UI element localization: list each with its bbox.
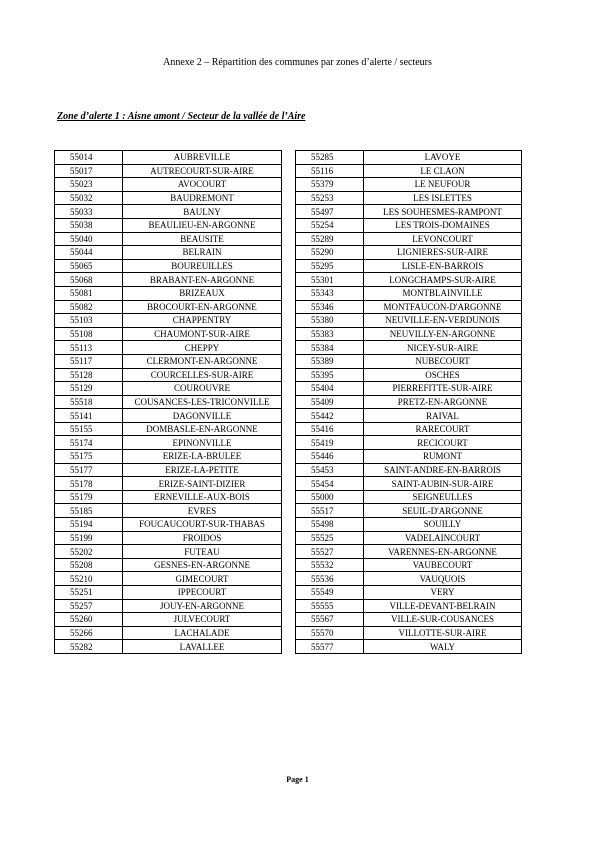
commune-name: VILLE-SUR-COUSANCES — [364, 613, 522, 627]
table-row — [55, 599, 282, 613]
commune-code: 55155 — [55, 422, 123, 436]
table-row — [55, 232, 282, 246]
commune-code: 55023 — [55, 178, 123, 192]
commune-name: BRABANT-EN-ARGONNE — [123, 273, 282, 287]
commune-code: 55040 — [55, 232, 123, 246]
commune-name: VAUQUOIS — [364, 572, 522, 586]
commune-name: VILLE-DEVANT-BELRAIN — [364, 599, 522, 613]
table-row — [55, 545, 282, 559]
commune-code: 55175 — [55, 450, 123, 464]
commune-code: 55113 — [55, 341, 123, 355]
table-row — [55, 409, 282, 423]
commune-code: 55014 — [55, 151, 123, 165]
table-row — [296, 586, 522, 600]
table-row — [296, 599, 522, 613]
commune-code: 55518 — [55, 395, 123, 409]
commune-name: WALY — [364, 640, 522, 654]
table-row — [296, 572, 522, 586]
commune-code: 55555 — [296, 599, 364, 613]
table-row — [55, 354, 282, 368]
commune-code: 55266 — [55, 626, 123, 640]
commune-name: LE NEUFOUR — [364, 178, 522, 192]
commune-code: 55141 — [55, 409, 123, 423]
table-row — [55, 341, 282, 355]
table-row — [55, 273, 282, 287]
commune-name: BOUREUILLES — [123, 259, 282, 273]
commune-code: 55379 — [296, 178, 364, 192]
table-row — [296, 436, 522, 450]
commune-code: 55285 — [296, 151, 364, 165]
commune-code: 55017 — [55, 164, 123, 178]
table-row — [55, 314, 282, 328]
table-row — [55, 613, 282, 627]
commune-code: 55260 — [55, 613, 123, 627]
table-row — [55, 477, 282, 491]
commune-name: DOMBASLE-EN-ARGONNE — [123, 422, 282, 436]
commune-code: 55185 — [55, 504, 123, 518]
commune-code: 55103 — [55, 314, 123, 328]
commune-name: LACHALADE — [123, 626, 282, 640]
table-row — [55, 191, 282, 205]
commune-name: EPINONVILLE — [123, 436, 282, 450]
commune-name: RUMONT — [364, 450, 522, 464]
table-row — [296, 286, 522, 300]
commune-name: PIERREFITTE-SUR-AIRE — [364, 382, 522, 396]
commune-code: 55446 — [296, 450, 364, 464]
table-row — [296, 151, 522, 165]
table-row — [55, 327, 282, 341]
commune-name: VARENNES-EN-ARGONNE — [364, 545, 522, 559]
commune-name: MONTBLAINVILLE — [364, 286, 522, 300]
commune-name: BEAULIEU-EN-ARGONNE — [123, 218, 282, 232]
commune-name: ERIZE-LA-BRULEE — [123, 450, 282, 464]
commune-name: SAINT-ANDRE-EN-BARROIS — [364, 463, 522, 477]
commune-name: IPPECOURT — [123, 586, 282, 600]
commune-code: 55384 — [296, 341, 364, 355]
table-row — [296, 164, 522, 178]
commune-name: EVRES — [123, 504, 282, 518]
table-row — [296, 382, 522, 396]
table-row — [296, 246, 522, 260]
commune-name: SEIGNEULLES — [364, 490, 522, 504]
commune-code: 55251 — [55, 586, 123, 600]
table-row — [55, 463, 282, 477]
table-row — [296, 531, 522, 545]
commune-name: LES SOUHESMES-RAMPONT — [364, 205, 522, 219]
commune-code: 55453 — [296, 463, 364, 477]
commune-name: LES ISLETTES — [364, 191, 522, 205]
commune-name: RECICOURT — [364, 436, 522, 450]
communes-table-left — [54, 150, 282, 654]
commune-name: BAUDREMONT — [123, 191, 282, 205]
table-row — [296, 232, 522, 246]
commune-name: BRIZEAUX — [123, 286, 282, 300]
commune-name: CHAPPENTRY — [123, 314, 282, 328]
table-row — [55, 178, 282, 192]
commune-name: BROCOURT-EN-ARGONNE — [123, 300, 282, 314]
table-row — [55, 504, 282, 518]
commune-code: 55257 — [55, 599, 123, 613]
commune-code: 55527 — [296, 545, 364, 559]
commune-code: 55419 — [296, 436, 364, 450]
commune-code: 55000 — [296, 490, 364, 504]
commune-name: NEUVILLY-EN-ARGONNE — [364, 327, 522, 341]
commune-name: LAVALLEE — [123, 640, 282, 654]
table-row — [296, 354, 522, 368]
commune-code: 55442 — [296, 409, 364, 423]
table-row — [296, 218, 522, 232]
commune-name: VADELAINCOURT — [364, 531, 522, 545]
commune-code: 55282 — [55, 640, 123, 654]
commune-name: JOUY-EN-ARGONNE — [123, 599, 282, 613]
commune-code: 55454 — [296, 477, 364, 491]
commune-name: BEAUSITE — [123, 232, 282, 246]
zone-heading: Zone d’alerte 1 : Aisne amont / Secteur de la vallée de l’Aire — [57, 111, 306, 122]
commune-code: 55409 — [296, 395, 364, 409]
commune-name: FUTEAU — [123, 545, 282, 559]
commune-code: 55254 — [296, 218, 364, 232]
table-row — [55, 246, 282, 260]
commune-code: 55117 — [55, 354, 123, 368]
commune-code: 55290 — [296, 246, 364, 260]
commune-name: VAUBECOURT — [364, 558, 522, 572]
table-row — [55, 626, 282, 640]
commune-name: MONTFAUCON-D'ARGONNE — [364, 300, 522, 314]
table-row — [55, 395, 282, 409]
commune-code: 55199 — [55, 531, 123, 545]
commune-code: 55082 — [55, 300, 123, 314]
commune-code: 55295 — [296, 259, 364, 273]
commune-code: 55536 — [296, 572, 364, 586]
table-row — [296, 626, 522, 640]
table-row — [55, 205, 282, 219]
commune-name: JULVECOURT — [123, 613, 282, 627]
commune-code: 55194 — [55, 518, 123, 532]
table-row — [55, 640, 282, 654]
table-row — [55, 422, 282, 436]
page-number: Page 1 — [286, 775, 309, 784]
table-row — [296, 463, 522, 477]
commune-code: 55343 — [296, 286, 364, 300]
commune-code: 55208 — [55, 558, 123, 572]
table-row — [55, 436, 282, 450]
commune-name: BELRAIN — [123, 246, 282, 260]
commune-name: ERIZE-LA-PETITE — [123, 463, 282, 477]
commune-code: 55065 — [55, 259, 123, 273]
table-row — [55, 572, 282, 586]
table-row — [55, 286, 282, 300]
table-row — [296, 504, 522, 518]
commune-name: LISLE-EN-BARROIS — [364, 259, 522, 273]
commune-code: 55081 — [55, 286, 123, 300]
table-row — [55, 218, 282, 232]
table-row — [296, 368, 522, 382]
table-row — [55, 164, 282, 178]
table-row — [296, 613, 522, 627]
commune-code: 55346 — [296, 300, 364, 314]
commune-code: 55038 — [55, 218, 123, 232]
commune-code: 55416 — [296, 422, 364, 436]
table-row — [296, 327, 522, 341]
commune-name: LIGNIERES-SUR-AIRE — [364, 246, 522, 260]
table-row — [296, 178, 522, 192]
table-row — [296, 191, 522, 205]
table-row — [296, 341, 522, 355]
commune-code: 55174 — [55, 436, 123, 450]
commune-code: 55577 — [296, 640, 364, 654]
commune-code: 55525 — [296, 531, 364, 545]
commune-name: COUROUVRE — [123, 382, 282, 396]
commune-name: RAIVAL — [364, 409, 522, 423]
commune-code: 55108 — [55, 327, 123, 341]
commune-code: 55404 — [296, 382, 364, 396]
commune-name: GESNES-EN-ARGONNE — [123, 558, 282, 572]
commune-name: AUBREVILLE — [123, 151, 282, 165]
table-row — [296, 205, 522, 219]
table-row — [55, 300, 282, 314]
table-row — [296, 477, 522, 491]
commune-code: 55549 — [296, 586, 364, 600]
commune-name: BAULNY — [123, 205, 282, 219]
commune-code: 55044 — [55, 246, 123, 260]
commune-code: 55389 — [296, 354, 364, 368]
commune-code: 55395 — [296, 368, 364, 382]
commune-name: RARECOURT — [364, 422, 522, 436]
commune-name: SOUILLY — [364, 518, 522, 532]
commune-name: LONGCHAMPS-SUR-AIRE — [364, 273, 522, 287]
commune-name: SEUIL-D'ARGONNE — [364, 504, 522, 518]
commune-code: 55532 — [296, 558, 364, 572]
commune-name: COURCELLES-SUR-AIRE — [123, 368, 282, 382]
commune-name: VERY — [364, 586, 522, 600]
commune-code: 55129 — [55, 382, 123, 396]
commune-name: COUSANCES-LES-TRICONVILLE — [123, 395, 282, 409]
commune-code: 55210 — [55, 572, 123, 586]
commune-code: 55032 — [55, 191, 123, 205]
table-row — [296, 409, 522, 423]
commune-code: 55567 — [296, 613, 364, 627]
table-row — [296, 422, 522, 436]
commune-name: CHEPPY — [123, 341, 282, 355]
table-row — [296, 558, 522, 572]
commune-code: 55202 — [55, 545, 123, 559]
commune-name: DAGONVILLE — [123, 409, 282, 423]
table-row — [55, 558, 282, 572]
table-row — [55, 259, 282, 273]
commune-code: 55383 — [296, 327, 364, 341]
commune-code: 55128 — [55, 368, 123, 382]
commune-name: LE CLAON — [364, 164, 522, 178]
commune-name: LES TROIS-DOMAINES — [364, 218, 522, 232]
table-row — [55, 368, 282, 382]
commune-name: NICEY-SUR-AIRE — [364, 341, 522, 355]
commune-name: CHAUMONT-SUR-AIRE — [123, 327, 282, 341]
commune-code: 55178 — [55, 477, 123, 491]
commune-name: CLERMONT-EN-ARGONNE — [123, 354, 282, 368]
table-row — [296, 545, 522, 559]
table-row — [296, 640, 522, 654]
commune-name: AUTRECOURT-SUR-AIRE — [123, 164, 282, 178]
table-row — [55, 382, 282, 396]
commune-name: VILLOTTE-SUR-AIRE — [364, 626, 522, 640]
commune-name: ERIZE-SAINT-DIZIER — [123, 477, 282, 491]
commune-code: 55068 — [55, 273, 123, 287]
table-row — [55, 450, 282, 464]
commune-name: AVOCOURT — [123, 178, 282, 192]
commune-code: 55498 — [296, 518, 364, 532]
table-row — [296, 450, 522, 464]
table-row — [296, 300, 522, 314]
commune-code: 55517 — [296, 504, 364, 518]
commune-code: 55033 — [55, 205, 123, 219]
commune-code: 55253 — [296, 191, 364, 205]
table-row — [296, 490, 522, 504]
commune-code: 55301 — [296, 273, 364, 287]
document-title: Annexe 2 – Répartition des communes par zones d’alerte / secteurs — [163, 57, 432, 68]
commune-code: 55570 — [296, 626, 364, 640]
commune-name: SAINT-AUBIN-SUR-AIRE — [364, 477, 522, 491]
table-row — [296, 518, 522, 532]
communes-table-right — [295, 150, 522, 654]
table-row — [55, 490, 282, 504]
table-row — [55, 531, 282, 545]
commune-name: NEUVILLE-EN-VERDUNOIS — [364, 314, 522, 328]
table-row — [296, 259, 522, 273]
commune-name: ERNEVILLE-AUX-BOIS — [123, 490, 282, 504]
table-row — [55, 586, 282, 600]
commune-code: 55116 — [296, 164, 364, 178]
commune-code: 55380 — [296, 314, 364, 328]
commune-code: 55497 — [296, 205, 364, 219]
commune-code: 55289 — [296, 232, 364, 246]
commune-name: NUBECOURT — [364, 354, 522, 368]
commune-name: OSCHES — [364, 368, 522, 382]
table-row — [55, 151, 282, 165]
commune-name: PRETZ-EN-ARGONNE — [364, 395, 522, 409]
table-row — [296, 314, 522, 328]
commune-name: FOUCAUCOURT-SUR-THABAS — [123, 518, 282, 532]
table-row — [55, 518, 282, 532]
commune-name: FROIDOS — [123, 531, 282, 545]
table-row — [296, 273, 522, 287]
commune-code: 55179 — [55, 490, 123, 504]
commune-code: 55177 — [55, 463, 123, 477]
commune-name: LEVONCOURT — [364, 232, 522, 246]
commune-name: LAVOYE — [364, 151, 522, 165]
table-row — [296, 395, 522, 409]
commune-name: GIMECOURT — [123, 572, 282, 586]
